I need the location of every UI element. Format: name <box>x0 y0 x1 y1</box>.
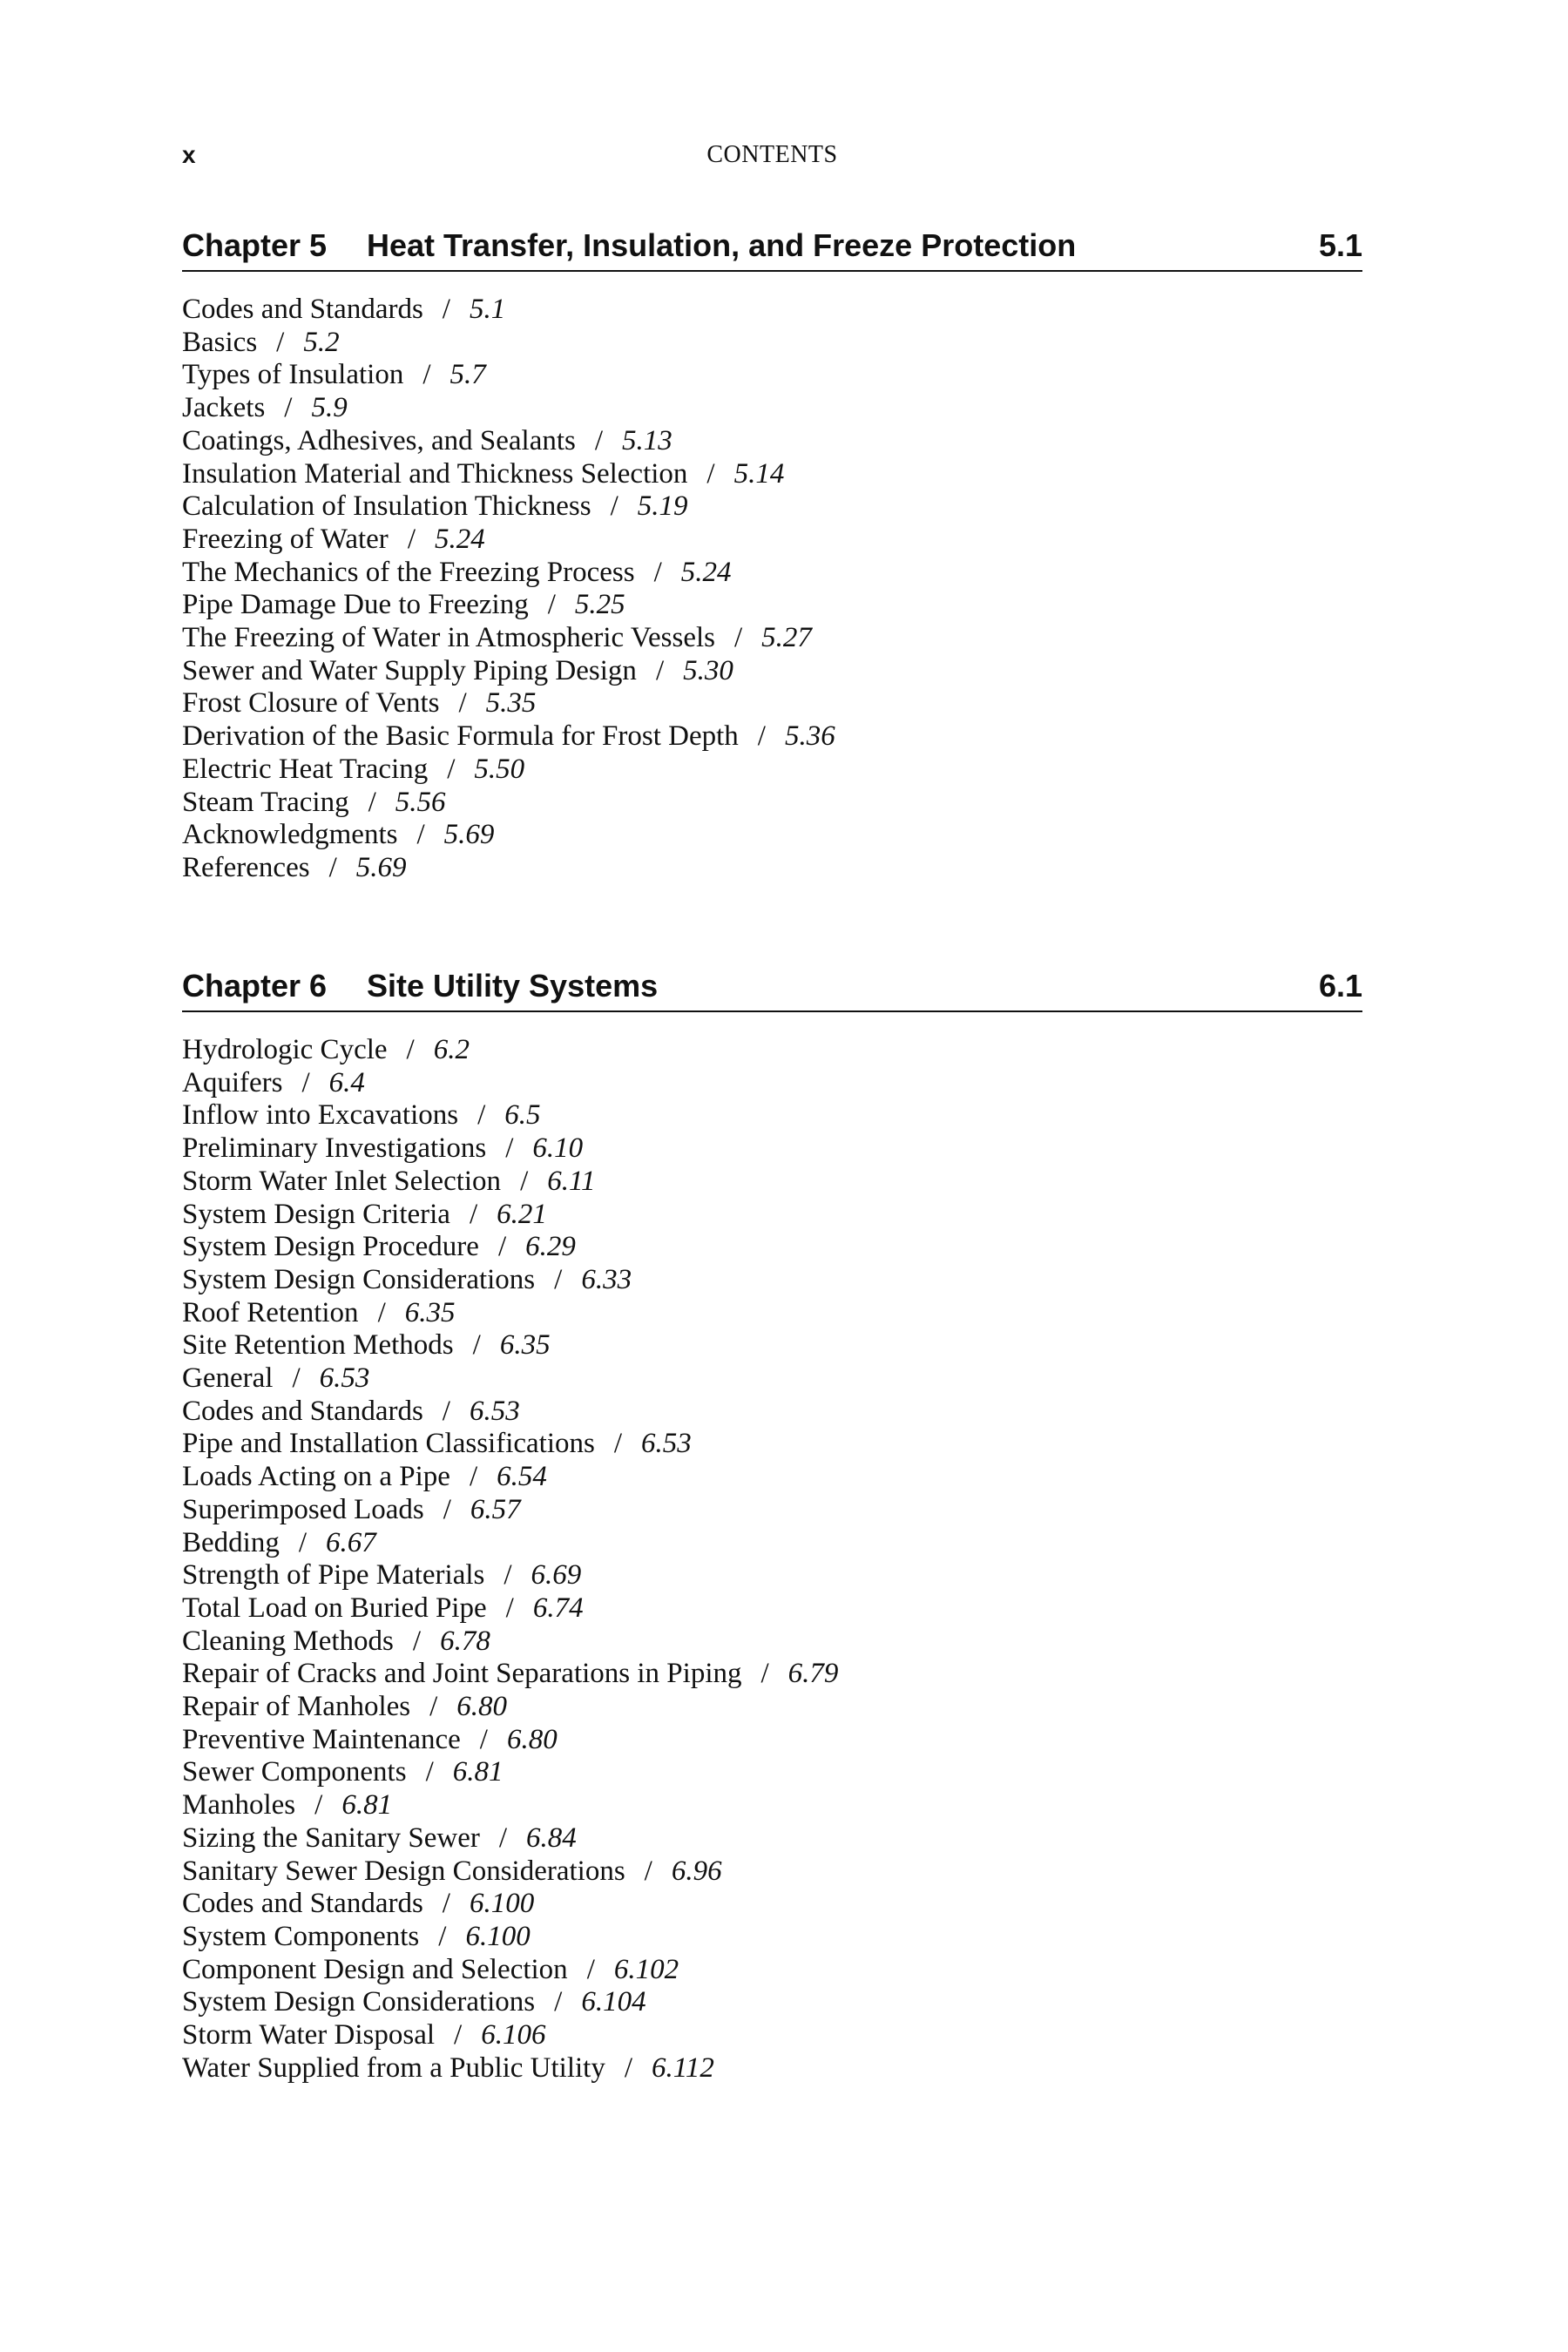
toc-entry-title: Roof Retention <box>182 1296 359 1328</box>
toc-entry-title: System Components <box>182 1920 420 1952</box>
toc-entry <box>182 1527 1362 1560</box>
toc-entry <box>182 1297 1362 1330</box>
toc-entry <box>182 720 1362 754</box>
toc-entry-separator: / <box>442 294 450 325</box>
toc-entry-title: Sizing the Sanitary Sewer <box>182 1821 480 1854</box>
toc-entry-separator: / <box>298 1526 307 1558</box>
toc-entry-page: 6.35 <box>499 1329 551 1362</box>
toc-entry <box>182 1494 1362 1527</box>
toc-entry-separator: / <box>644 1855 652 1887</box>
toc-entry <box>182 655 1362 688</box>
toc-entry-separator: / <box>757 720 766 753</box>
toc-entry-page: 6.78 <box>440 1625 490 1657</box>
toc-entry <box>182 327 1362 360</box>
toc-entry-separator: / <box>422 359 431 391</box>
toc-entry-separator: / <box>497 1231 507 1263</box>
toc-entry-page: 5.2 <box>303 326 340 358</box>
toc-entries <box>182 1034 1362 2085</box>
toc-entry-page: 5.69 <box>443 819 495 851</box>
toc-entry-page: 6.81 <box>341 1789 393 1821</box>
toc-entry-title: Coatings, Adhesives, and Sealants <box>182 424 576 456</box>
toc-entry-title: Site Retention Methods <box>182 1329 454 1362</box>
contents-page <box>182 0 1362 2352</box>
toc-entry <box>182 359 1362 392</box>
chapter-title: Heat Transfer, Insulation, and Freeze Protection <box>367 227 1077 263</box>
toc-entry-page: 5.50 <box>474 753 525 785</box>
toc-entry-separator: / <box>314 1789 323 1821</box>
toc-entry-page: 5.25 <box>574 589 625 621</box>
toc-entry-title: Insulation Material and Thickness Selection <box>182 457 688 490</box>
toc-entry-separator: / <box>653 556 662 588</box>
toc-entry-page: 6.10 <box>532 1132 584 1165</box>
toc-entry-page: 5.9 <box>311 392 348 424</box>
toc-entry-page: 5.30 <box>683 654 733 686</box>
toc-entry-page: 6.80 <box>506 1723 558 1755</box>
toc-entry-separator: / <box>412 1625 422 1657</box>
toc-entry-title: Steam Tracing <box>182 786 349 818</box>
toc-entry-title: Component Design and Selection <box>182 1953 568 1985</box>
toc-entry <box>182 1691 1362 1724</box>
toc-entry-title: Inflow into Excavations <box>182 1099 459 1132</box>
toc-entry-page: 6.57 <box>470 1493 521 1525</box>
running-head <box>182 138 1362 172</box>
toc-entry-separator: / <box>479 1723 488 1755</box>
toc-entry-separator: / <box>406 1034 415 1065</box>
toc-entry <box>182 589 1362 622</box>
toc-entry <box>182 1329 1362 1362</box>
toc-entry-separator: / <box>447 753 456 785</box>
toc-entry-title: Storm Water Disposal <box>182 2019 436 2051</box>
toc-entry-separator: / <box>458 687 467 720</box>
toc-entry <box>182 1954 1362 1987</box>
toc-entry-title: Freezing of Water <box>182 523 389 555</box>
toc-entry <box>182 1067 1362 1100</box>
toc-entry <box>182 458 1362 491</box>
toc-entry-title: Sewer Components <box>182 1756 407 1788</box>
toc-entry-page: 6.2 <box>433 1034 470 1065</box>
toc-entry <box>182 392 1362 425</box>
page-number: x <box>182 141 196 168</box>
toc-entry-page: 6.53 <box>641 1428 692 1460</box>
toc-entry-page: 6.74 <box>532 1592 584 1624</box>
toc-entry-separator: / <box>706 457 715 490</box>
toc-entry-title: Sanitary Sewer Design Considerations <box>182 1855 625 1887</box>
toc-entry-title: System Design Considerations <box>182 1263 536 1295</box>
toc-entry-separator: / <box>655 654 665 686</box>
toc-entry <box>182 754 1362 787</box>
toc-entry-page: 5.35 <box>485 687 537 720</box>
toc-entry <box>182 852 1362 885</box>
toc-entry <box>182 1461 1362 1494</box>
toc-entry-separator: / <box>469 1461 478 1493</box>
toc-entry-page: 6.104 <box>581 1986 646 2018</box>
toc-entry-page: 5.69 <box>355 851 407 883</box>
toc-entry-page: 6.5 <box>504 1099 541 1132</box>
toc-entry-separator: / <box>425 1756 434 1788</box>
toc-entry <box>182 1428 1362 1461</box>
toc-entry-title: Superimposed Loads <box>182 1493 424 1525</box>
toc-entry-separator: / <box>472 1329 481 1362</box>
toc-entry-title: Codes and Standards <box>182 1395 423 1427</box>
toc-entry-separator: / <box>554 1986 563 2018</box>
toc-entry <box>182 1921 1362 1954</box>
chapter-title: Site Utility Systems <box>367 968 659 1004</box>
toc-entry-page: 6.81 <box>452 1756 504 1788</box>
toc-entry-title: Preliminary Investigations <box>182 1132 487 1165</box>
toc-entry-title: Codes and Standards <box>182 294 423 325</box>
toc-entry-page: 6.53 <box>469 1395 520 1427</box>
toc-entry-separator: / <box>520 1165 529 1197</box>
toc-entry-separator: / <box>477 1099 486 1132</box>
toc-entry <box>182 1658 1362 1691</box>
toc-entry-page: 6.80 <box>456 1691 508 1723</box>
toc-entry-page: 5.13 <box>622 424 672 456</box>
toc-entry-title: Cleaning Methods <box>182 1625 394 1657</box>
toc-entry-separator: / <box>292 1362 301 1395</box>
toc-entry-page: 6.54 <box>497 1461 547 1493</box>
toc-entry-separator: / <box>469 1198 478 1230</box>
chapter-page: 5.1 <box>1318 227 1362 263</box>
toc-entry <box>182 1231 1362 1264</box>
toc-entry-separator: / <box>613 1428 623 1460</box>
toc-entry-title: Electric Heat Tracing <box>182 753 429 785</box>
toc-entry-title: References <box>182 851 310 883</box>
toc-entry <box>182 2019 1362 2052</box>
toc-entry <box>182 1855 1362 1889</box>
toc-entry-separator: / <box>505 1592 514 1624</box>
toc-entry-separator: / <box>407 523 416 555</box>
chapter-5-section <box>182 225 1362 885</box>
toc-entry <box>182 1099 1362 1132</box>
toc-entry-page: 5.19 <box>637 490 688 523</box>
toc-entry <box>182 1789 1362 1822</box>
toc-entry-page: 6.35 <box>404 1296 456 1328</box>
toc-entry-page: 5.24 <box>434 523 485 555</box>
toc-entry <box>182 425 1362 458</box>
toc-entry-page: 6.4 <box>328 1066 365 1098</box>
toc-entry-title: Types of Insulation <box>182 359 404 391</box>
toc-entry <box>182 1166 1362 1199</box>
toc-entry-page: 5.56 <box>395 786 446 818</box>
toc-entry <box>182 294 1362 327</box>
toc-entry <box>182 819 1362 852</box>
toc-entry-separator: / <box>429 1691 438 1723</box>
toc-entry-separator: / <box>443 1493 451 1525</box>
toc-entry-page: 5.24 <box>680 556 732 588</box>
toc-entry-page: 5.36 <box>784 720 835 753</box>
chapter-heading <box>182 225 1362 272</box>
toc-entry <box>182 1822 1362 1855</box>
toc-entry <box>182 1559 1362 1592</box>
toc-entry-title: Sewer and Water Supply Piping Design <box>182 654 637 686</box>
toc-entry-separator: / <box>328 851 337 883</box>
toc-entries <box>182 294 1362 885</box>
toc-entry-title: The Mechanics of the Freezing Process <box>182 556 635 588</box>
toc-entry-title: General <box>182 1362 274 1395</box>
toc-entry <box>182 687 1362 720</box>
running-title: CONTENTS <box>706 141 838 168</box>
chapter-page: 6.1 <box>1318 968 1362 1004</box>
toc-entry-title: Acknowledgments <box>182 819 398 851</box>
toc-entry-title: Aquifers <box>182 1066 283 1098</box>
toc-entry-page: 5.7 <box>449 359 486 391</box>
toc-entry-page: 6.33 <box>581 1263 632 1295</box>
chapter-label: Chapter 6 <box>182 968 328 1004</box>
toc-entry-separator: / <box>504 1559 512 1592</box>
toc-entry-separator: / <box>733 622 743 654</box>
toc-entry-page: 6.53 <box>319 1362 370 1395</box>
toc-entry <box>182 1264 1362 1297</box>
toc-entry-separator: / <box>442 1888 450 1920</box>
toc-entry-page: 6.79 <box>787 1658 839 1690</box>
toc-entry-title: Basics <box>182 326 258 358</box>
toc-entry-separator: / <box>594 424 604 456</box>
toc-entry <box>182 1986 1362 2019</box>
toc-entry-title: Strength of Pipe Materials <box>182 1559 485 1592</box>
toc-entry <box>182 1396 1362 1429</box>
toc-entry-separator: / <box>498 1821 508 1854</box>
toc-entry-title: Repair of Manholes <box>182 1691 411 1723</box>
toc-entry <box>182 2052 1362 2085</box>
toc-entry <box>182 557 1362 590</box>
toc-entry-separator: / <box>586 1953 595 1985</box>
toc-entry-title: Pipe Damage Due to Freezing <box>182 589 529 621</box>
chapter-heading <box>182 965 1362 1012</box>
toc-entry <box>182 1362 1362 1396</box>
toc-entry-page: 6.100 <box>465 1920 531 1952</box>
toc-entry-page: 5.14 <box>733 457 785 490</box>
toc-entry-title: Storm Water Inlet Selection <box>182 1165 502 1197</box>
toc-entry-separator: / <box>368 786 376 818</box>
toc-entry-separator: / <box>624 2051 633 2084</box>
toc-entry-title: Water Supplied from a Public Utility <box>182 2051 605 2084</box>
toc-entry-title: Calculation of Insulation Thickness <box>182 490 591 523</box>
toc-entry-page: 5.27 <box>761 622 812 654</box>
toc-entry <box>182 1034 1362 1067</box>
toc-entry-separator: / <box>547 589 556 621</box>
chapter-label: Chapter 5 <box>182 227 328 263</box>
toc-entry-title: Manholes <box>182 1789 296 1821</box>
toc-entry-page: 6.112 <box>652 2051 714 2084</box>
toc-entry-page: 6.11 <box>547 1165 596 1197</box>
toc-entry-page: 5.1 <box>469 294 506 325</box>
toc-entry-title: Codes and Standards <box>182 1888 423 1920</box>
toc-entry-title: System Design Criteria <box>182 1198 450 1230</box>
toc-entry-title: The Freezing of Water in Atmospheric Vessels <box>182 622 715 654</box>
toc-entry <box>182 1132 1362 1166</box>
toc-entry <box>182 524 1362 557</box>
toc-entry-separator: / <box>284 392 293 424</box>
toc-entry-title: Hydrologic Cycle <box>182 1034 388 1065</box>
toc-entry-separator: / <box>760 1658 769 1690</box>
toc-entry-title: Derivation of the Basic Formula for Frost Depth <box>182 720 739 753</box>
toc-entry-page: 6.84 <box>526 1821 577 1854</box>
toc-entry-title: Jackets <box>182 392 266 424</box>
toc-entry <box>182 1724 1362 1757</box>
toc-entry-page: 6.96 <box>671 1855 722 1887</box>
toc-entry <box>182 622 1362 655</box>
toc-entry <box>182 1625 1362 1659</box>
toc-entry-page: 6.29 <box>525 1231 576 1263</box>
toc-entry <box>182 1592 1362 1625</box>
toc-entry-page: 6.67 <box>326 1526 376 1558</box>
toc-entry <box>182 1888 1362 1921</box>
toc-entry-separator: / <box>505 1132 514 1165</box>
toc-entry-title: System Design Procedure <box>182 1231 479 1263</box>
toc-entry-separator: / <box>554 1263 563 1295</box>
toc-entry <box>182 787 1362 820</box>
toc-entry-title: Pipe and Installation Classifications <box>182 1428 595 1460</box>
chapter-6-section <box>182 965 1362 2085</box>
toc-entry-title: Repair of Cracks and Joint Separations in Piping <box>182 1658 742 1690</box>
toc-entry <box>182 490 1362 524</box>
toc-entry-title: Frost Closure of Vents <box>182 687 440 720</box>
toc-entry-title: Preventive Maintenance <box>182 1723 461 1755</box>
toc-entry-separator: / <box>416 819 425 851</box>
toc-entry-separator: / <box>442 1395 450 1427</box>
toc-entry-separator: / <box>438 1920 447 1952</box>
toc-entry-title: Loads Acting on a Pipe <box>182 1461 450 1493</box>
toc-entry <box>182 1756 1362 1789</box>
toc-entry-separator: / <box>301 1066 310 1098</box>
toc-entry-separator: / <box>377 1296 386 1328</box>
toc-entry-title: Total Load on Buried Pipe <box>182 1592 487 1624</box>
toc-entry-page: 6.106 <box>481 2019 546 2051</box>
toc-entry-page: 6.102 <box>613 1953 679 1985</box>
toc-entry <box>182 1199 1362 1232</box>
toc-entry-title: Bedding <box>182 1526 280 1558</box>
toc-entry-separator: / <box>276 326 285 358</box>
toc-entry-page: 6.69 <box>531 1559 582 1592</box>
toc-entry-separator: / <box>454 2019 463 2051</box>
toc-entry-page: 6.21 <box>497 1198 547 1230</box>
toc-entry-page: 6.100 <box>469 1888 535 1920</box>
toc-entry-separator: / <box>610 490 618 523</box>
toc-entry-title: System Design Considerations <box>182 1986 536 2018</box>
